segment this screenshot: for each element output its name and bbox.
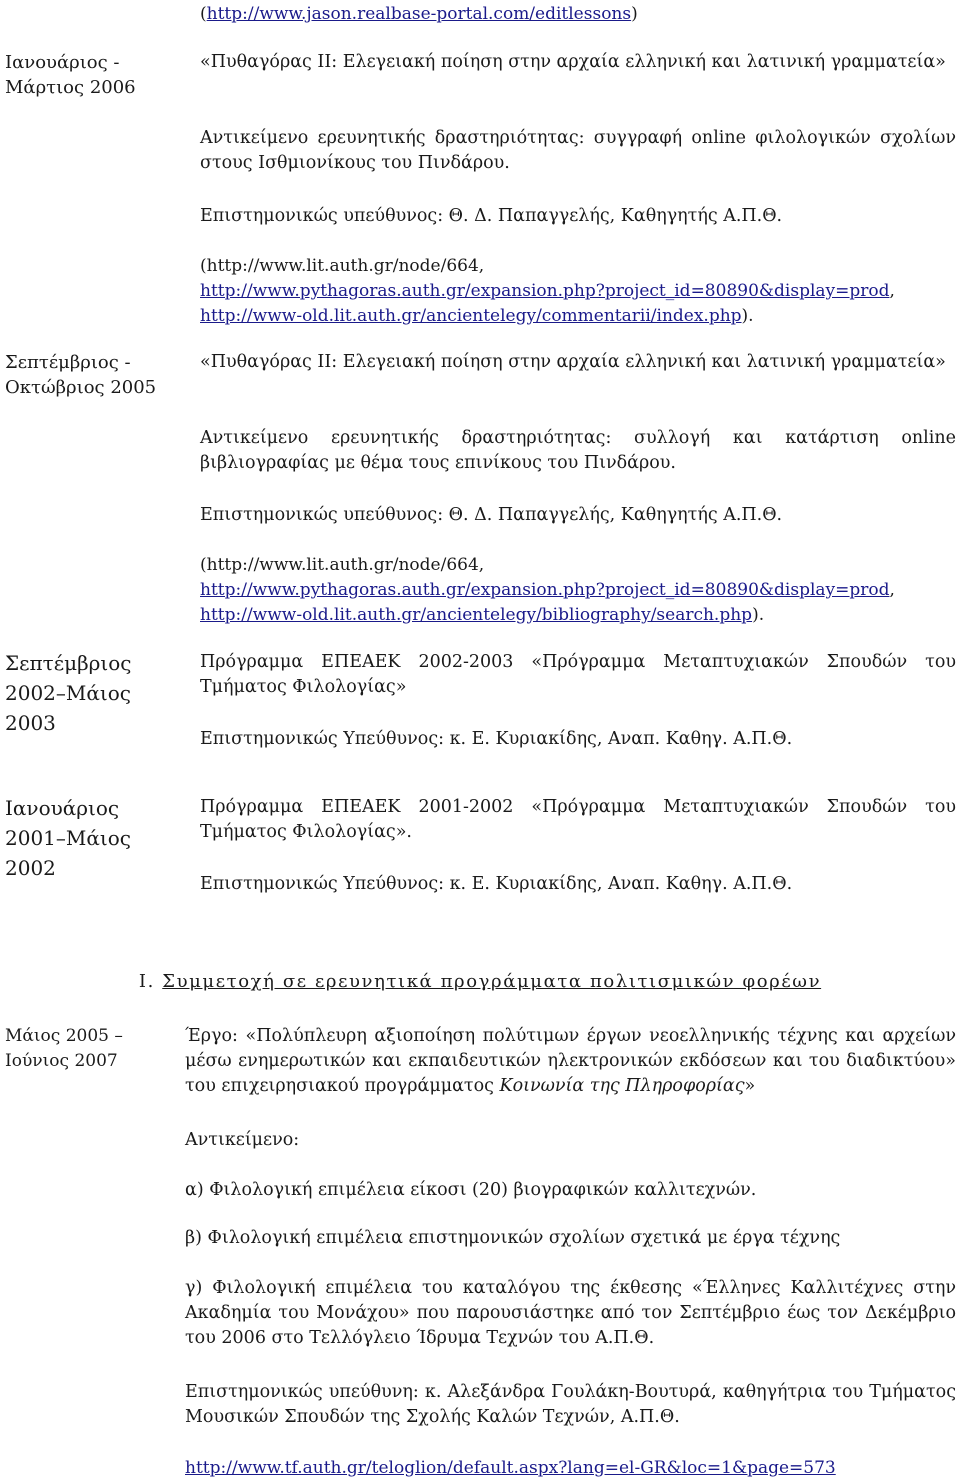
project-supervisor: Επιστημονικώς υπεύθυνη: κ. Αλεξάνδρα Γουλάκη-Βουτυρά, καθηγήτρια του Τμήματος Μουσικών Σπουδών της Σχολής Καλών Τεχνών, Α.Π.Θ. bbox=[185, 1382, 956, 1427]
section-number: Ι. bbox=[138, 971, 155, 992]
entry-1-link-pythagoras[interactable]: http://www.pythagoras.auth.gr/expansion.php?project_id=80890&display=prod bbox=[200, 281, 890, 301]
entry-4-title: Πρόγραμμα ΕΠΕΑΕΚ 2001-2002 «Πρόγραμμα Μεταπτυχιακών Σπουδών του Τμήματος Φιλολογίας». bbox=[200, 797, 956, 842]
entry-1-date: Ιανουάριος - Μάρτιος 2006 bbox=[5, 52, 136, 98]
project-work bbox=[185, 1024, 956, 1099]
paren-close: ) bbox=[631, 4, 638, 24]
entry-2-objective: Αντικείμενο ερευνητικής δραστηριότητας: συλλογή και κατάρτιση online βιβλιογραφίας με θέμα τους επινίκους του Πινδάρου. bbox=[200, 428, 956, 473]
entry-3-date: Σεπτέμβριος 2002–Μάιος 2003 bbox=[5, 651, 132, 735]
paren-open: ( bbox=[200, 4, 207, 24]
project-link[interactable]: http://www.tf.auth.gr/teloglion/default.aspx?lang=el-GR&loc=1&page=573 bbox=[185, 1458, 836, 1478]
entry-2-supervisor: Επιστημονικώς υπεύθυνος: Θ. Δ. Παπαγγελής, Καθηγητής Α.Π.Θ. bbox=[200, 505, 783, 525]
entry-1-link-end: ). bbox=[741, 306, 754, 326]
entry-2-title: «Πυθαγόρας ΙΙ: Ελεγειακή ποίηση στην αρχαία ελληνική και λατινική γραμματεία» bbox=[200, 352, 946, 372]
entry-1-supervisor: Επιστημονικώς υπεύθυνος: Θ. Δ. Παπαγγελής, Καθηγητής Α.Π.Θ. bbox=[200, 206, 783, 226]
entry-1-title: «Πυθαγόρας ΙΙ: Ελεγειακή ποίηση στην αρχαία ελληνική και λατινική γραμματεία» bbox=[200, 52, 946, 72]
entry-1-objective: Αντικείμενο ερευνητικής δραστηριότητας: συγγραφή online φιλολογικών σχολίων στους Ισθμιονίκους του Πινδάρου. bbox=[200, 128, 956, 173]
project-link-line bbox=[185, 1456, 956, 1481]
section-heading bbox=[0, 969, 960, 994]
entry-2-links bbox=[200, 553, 956, 628]
project-item-c: γ) Φιλολογική επιμέλεια του καταλόγου της έκθεσης «Έλληνες Καλλιτέχνες στην Ακαδημία του Μονάχου» που παρουσιάστηκε από τον Σεπτέμβριο έως τον Δεκέμβριο του 2006 στο Τελλόγλειο Ίδρυμα Τεχνών του Α.Π.Θ. bbox=[185, 1278, 956, 1348]
entry-2-link-sep: , bbox=[889, 580, 895, 600]
project-object-label: Αντικείμενο: bbox=[185, 1130, 300, 1150]
project-work-italic: Κοινωνία της Πληροφορίας bbox=[499, 1076, 745, 1096]
project-item-a: α) Φιλολογική επιμέλεια είκοσι (20) βιογραφικών καλλιτεχνών. bbox=[185, 1180, 757, 1200]
entry-1-link-plain: (http://www.lit.auth.gr/node/664, bbox=[200, 256, 485, 276]
entry-2-link-pythagoras[interactable]: http://www.pythagoras.auth.gr/expansion.php?project_id=80890&display=prod bbox=[200, 580, 890, 600]
entry-3-title: Πρόγραμμα ΕΠΕΑΕΚ 2002-2003 «Πρόγραμμα Μεταπτυχιακών Σπουδών του Τμήματος Φιλολογίας» bbox=[200, 652, 956, 697]
project-item-b: β) Φιλολογική επιμέλεια επιστημονικών σχολίων σχετικά με έργα τέχνης bbox=[185, 1228, 841, 1248]
project-work-prefix: Έργο: «Πολύπλευρη αξιοποίηση πολύτιμων έργων νεοελληνικής τέχνης και αρχείων μέσω ενημερωτικών και εκπαιδευτικών ηλεκτρονικών εκδόσεων και του διαδικτύου» του επιχειρησιακού προγράμματος bbox=[185, 1026, 956, 1096]
entry-1-links bbox=[200, 254, 956, 329]
entry-4-date: Ιανουάριος 2001–Μάιος 2002 bbox=[5, 796, 131, 880]
entry-3-supervisor: Επιστημονικώς Υπεύθυνος: κ. Ε. Κυριακίδης, Αναπ. Καθηγ. Α.Π.Θ. bbox=[200, 729, 793, 749]
entry-2-link-bibliography[interactable]: http://www-old.lit.auth.gr/ancientelegy/bibliography/search.php bbox=[200, 605, 753, 625]
entry-1-link-sep: , bbox=[889, 281, 895, 301]
entry-2-date: Σεπτέμβριος - Οκτώβριος 2005 bbox=[5, 352, 157, 398]
section-title: Συμμετοχή σε ερευνητικά προγράμματα πολιτισμικών φορέων bbox=[162, 971, 822, 992]
top-url-link[interactable]: http://www.jason.realbase-portal.com/editlessons bbox=[206, 4, 632, 24]
entry-4-supervisor: Επιστημονικώς Υπεύθυνος: κ. Ε. Κυριακίδης, Αναπ. Καθηγ. Α.Π.Θ. bbox=[200, 874, 793, 894]
top-url-line bbox=[200, 2, 956, 27]
entry-2-link-plain: (http://www.lit.auth.gr/node/664, bbox=[200, 555, 485, 575]
entry-2-link-end: ). bbox=[752, 605, 765, 625]
entry-1-link-commentarii[interactable]: http://www-old.lit.auth.gr/ancientelegy/commentarii/index.php bbox=[200, 306, 742, 326]
project-work-suffix: » bbox=[744, 1076, 756, 1096]
project-date: Μάιος 2005 – Ιούνιος 2007 bbox=[5, 1026, 123, 1071]
